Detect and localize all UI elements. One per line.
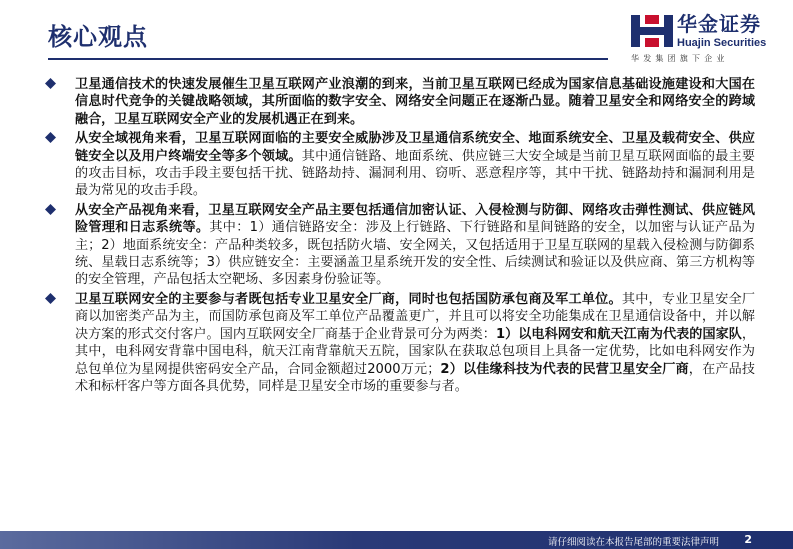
page-footer: [0, 531, 793, 549]
key-point-body-text: 其中：1）通信链路安全：涉及上行链路、下行链路和星间链路的安全，以加密与认证产品为主；2）地面系统安全：产品种类较多，既包括防火墙、安全网关，又包括适用于卫星互联网的星载入侵检测与防御系统、星载日志系统等；3）供应链安全：主要涵盖卫星系统开发的安全性、后续测试和验证以及供应商、第三方机构等的安全管理，产品包括太空靶场、多因素身份验证等。: [75, 220, 755, 288]
page-title: 核心观点: [48, 23, 148, 51]
key-point-bold-text: 2）以佳缘科技为代表的民营卫星安全厂商: [440, 361, 689, 377]
logo-tagline: 华发集团旗下企业: [631, 54, 729, 63]
key-point-1: [45, 76, 755, 128]
page-number: 2: [744, 533, 752, 546]
key-point-bold-text: 卫星通信技术的快速发展催生卫星互联网产业浪潮的到来，当前卫星互联网已经成为国家信息基础设施建设和大国在信息时代竞争的关键战略领域，其所面临的数字安全、网络安全问题正在逐渐凸显。随着卫星安全和网络安全的跨域融合，卫星互联网安全产业的发展机遇正在到来。: [75, 77, 755, 127]
logo-english-name: Huajin Securities: [677, 37, 767, 49]
title-underline: [48, 58, 608, 60]
company-logo: [631, 13, 781, 65]
key-point-body-text: 其中通信链路、地面系统、供应链三大安全域是当前卫星互联网面临的最主要的攻击目标，攻击手段主要包括干扰、链路劫持、漏洞利用、窃听、恶意程序等，其中干扰、链路劫持和漏洞利用是最为常见的攻击手段。: [75, 148, 756, 199]
logo-chinese-name: 华金证券: [677, 12, 761, 36]
diamond-bullet-icon: [45, 78, 56, 89]
key-points-list: [45, 76, 755, 397]
key-point-bold-text: 卫星互联网安全的主要参与者既包括专业卫星安全厂商，同时也包括国防承包商及军工单位。: [75, 291, 622, 307]
key-point-body-text: ，其中，电科网安背靠中国电科，航天江南背靠航天五院，国家队在获取总包项目上具备一定优势，比如电科网安作为总包单位为星网提供密码安全产品，合同金额超过2000万元；: [75, 326, 755, 377]
legal-disclaimer: 请仔细阅读在本报告尾部的重要法律声明: [547, 537, 719, 548]
page-header: [0, 0, 793, 66]
diamond-bullet-icon: [45, 132, 56, 143]
key-point-bold-text: 从安全产品视角来看，卫星互联网安全产品主要包括通信加密认证、入侵检测与防御、网络攻击弹性测试、供应链风险管理和日志系统等。: [75, 202, 755, 236]
huajin-logo-icon: [631, 13, 673, 49]
key-point-body-text: 其中，专业卫星安全厂商以加密类产品为主，而国防承包商及军工单位产品覆盖更广，并且可以将安全功能集成在卫星通信设备中，并以解决方案的形式交付客户。国内互联网安全厂商基于企业背景可分为两类：: [75, 291, 756, 342]
key-point-2: [45, 130, 755, 200]
key-point-3: [45, 202, 755, 289]
diamond-bullet-icon: [45, 293, 56, 304]
key-point-body-text: ，在产品技术和标杆客户等方面各具优势，同样是卫星安全市场的重要参与者。: [75, 361, 756, 394]
key-point-4: [45, 291, 755, 395]
key-point-bold-text: 1）以电科网安和航天江南为代表的国家队: [495, 326, 742, 342]
key-point-bold-text: 从安全域视角来看，卫星互联网面临的主要安全威胁涉及卫星通信系统安全、地面系统安全、卫星及载荷安全、供应链安全以及用户终端安全等多个领域。: [75, 131, 755, 164]
diamond-bullet-icon: [45, 204, 56, 215]
